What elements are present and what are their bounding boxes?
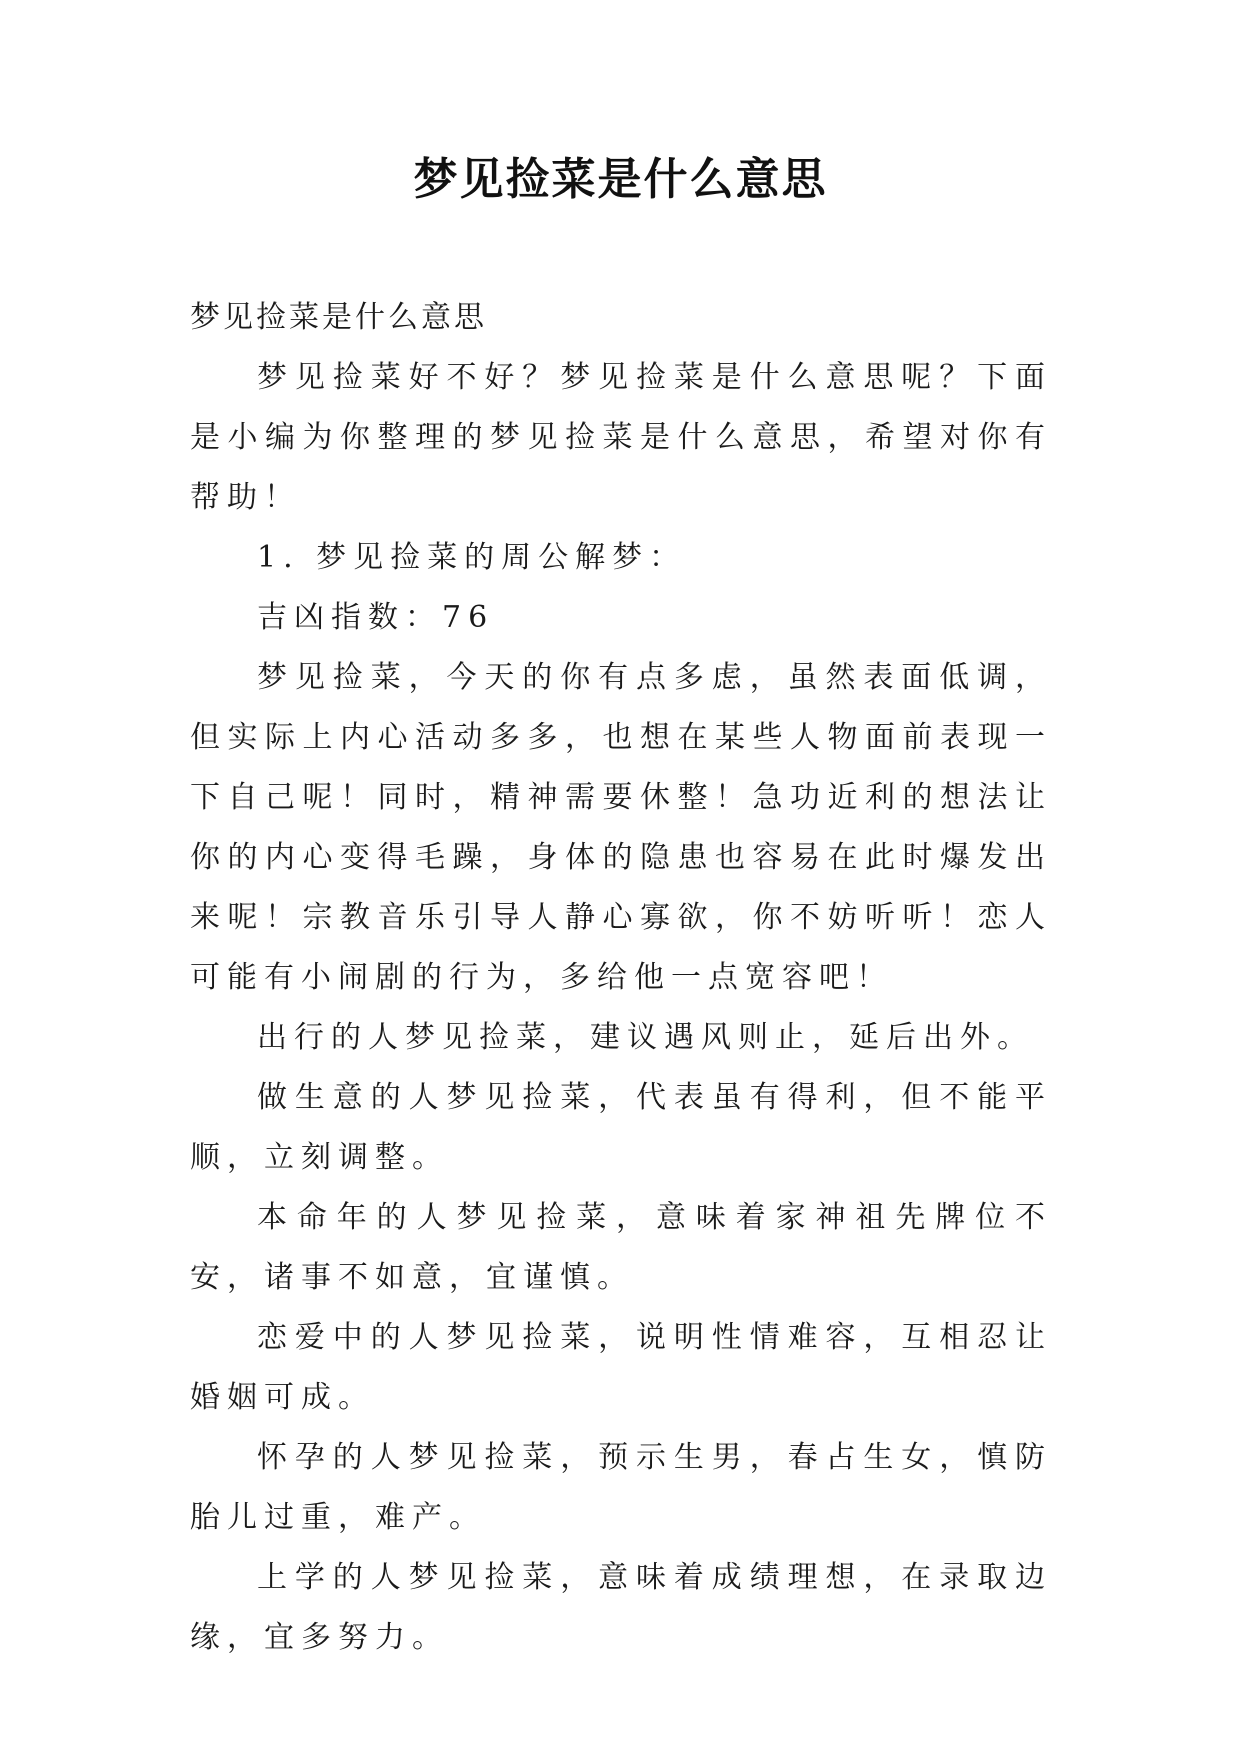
document-title: 梦见捡菜是什么意思: [413, 154, 828, 205]
paragraph-intro: 梦见捡菜好不好？梦见捡菜是什么意思呢？下面是小编为你整理的梦见捡菜是什么意思，希望对你有帮助！: [190, 360, 1052, 515]
paragraph-business: 做生意的人梦见捡菜，代表虽有得利，但不能平顺，立刻调整。: [190, 1080, 1052, 1175]
document-body: [190, 288, 1052, 1668]
paragraph-travel: 出行的人梦见捡菜，建议遇风则止，延后出外。: [257, 1020, 1034, 1055]
paragraph-pregnancy: 怀孕的人梦见捡菜，预示生男，春占生女，慎防胎儿过重，难产。: [190, 1440, 1052, 1535]
paragraph-interpretation: 梦见捡菜，今天的你有点多虑，虽然表面低调，但实际上内心活动多多，也想在某些人物面前表现一下自己呢！同时，精神需要休整！急功近利的想法让你的内心变得毛躁，身体的隐患也容易在此时爆发出来呢！宗教音乐引导人静心寡欲，你不妨听听！恋人可能有小闹剧的行为，多给他一点宽容吧！: [190, 660, 1052, 995]
paragraph-zodiac-year: 本命年的人梦见捡菜，意味着家神祖先牌位不安，诸事不如意，宜谨慎。: [190, 1200, 1052, 1295]
paragraph-section-heading: 1. 梦见捡菜的周公解梦：: [257, 540, 687, 575]
paragraph-study: 上学的人梦见捡菜，意味着成绩理想，在录取边缘，宜多努力。: [190, 1560, 1052, 1655]
paragraph-love: 恋爱中的人梦见捡菜，说明性情难容，互相忍让婚姻可成。: [190, 1320, 1052, 1415]
paragraph-fortune-index: 吉凶指数：76: [257, 600, 495, 635]
document-subtitle: 梦见捡菜是什么意思: [190, 300, 487, 335]
